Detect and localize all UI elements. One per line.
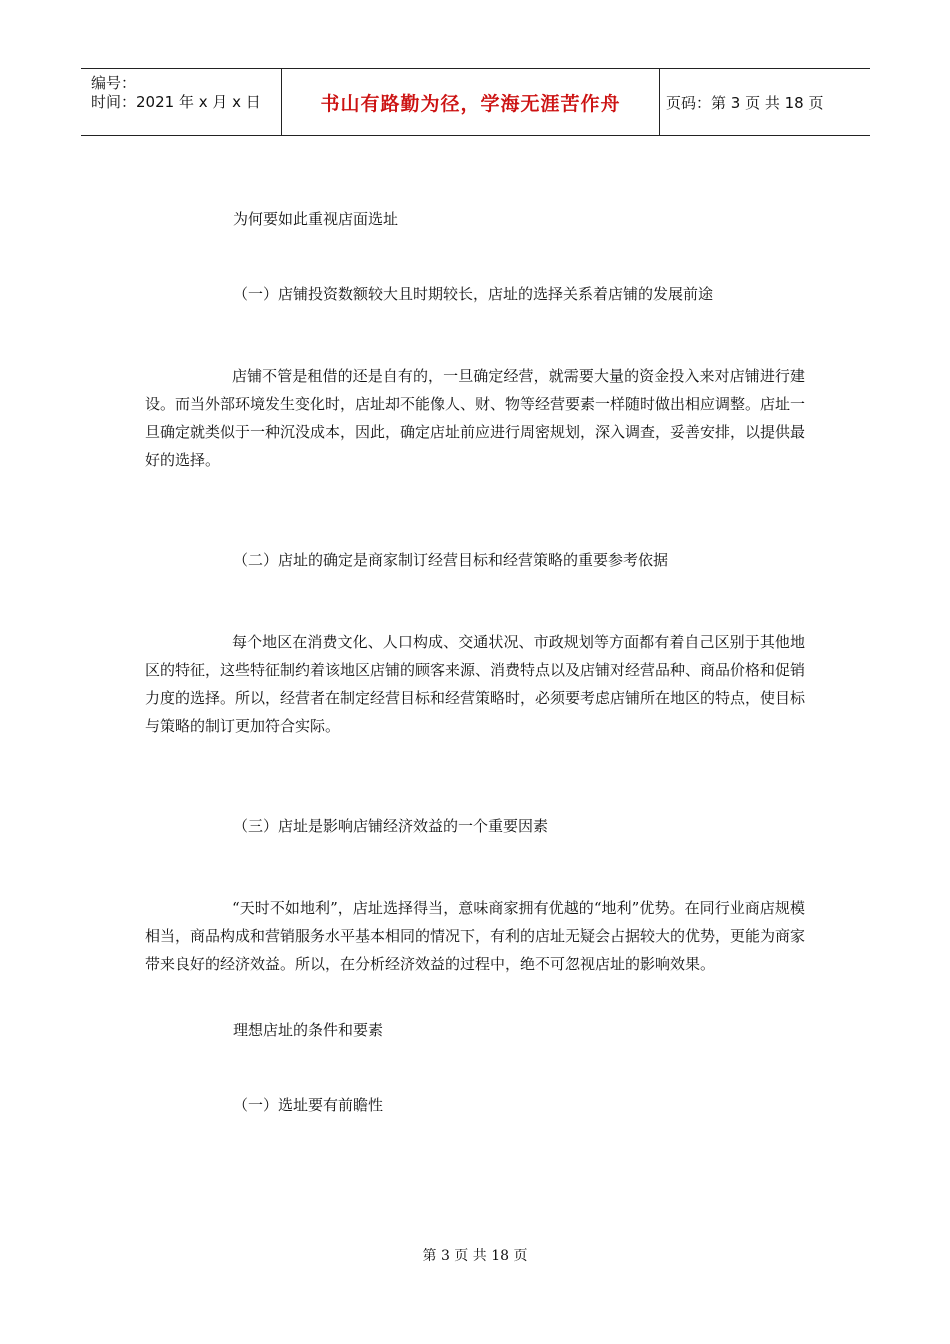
paragraph: 店铺不管是租借的还是自有的，一旦确定经营，就需要大量的资金投入来对店铺进行建设。而当外部环境发生变化时，店址却不能像人、财、物等经营要素一样随时做出相应调整。店址一旦确定就类似于一种沉没成本，因此，确定店址前应进行周密规划，深入调查，妥善安排，以提供最好的选择。: [145, 367, 806, 469]
document-body: [145, 200, 805, 1119]
section-heading: （三）店址是影响店铺经济效益的一个重要因素: [233, 817, 549, 835]
page-footer: 第 3 页 共 18 页: [422, 1248, 528, 1264]
header-page-info: [660, 69, 870, 135]
motto-text: 书山有路勤为径，学海无涯苦作舟: [320, 92, 621, 115]
header-meta: [81, 69, 281, 135]
section-title: 理想店址的条件和要素: [233, 1021, 384, 1039]
section-heading: （二）店址的确定是商家制订经营目标和经营策略的重要参考依据: [233, 551, 669, 569]
section-heading: （一）店铺投资数额较大且时期较长，店址的选择关系着店铺的发展前途: [233, 285, 714, 303]
section-title: 为何要如此重视店面选址: [233, 210, 399, 228]
section-heading: （一）选址要有前瞻性: [233, 1096, 384, 1114]
number-label: 编号：: [91, 74, 137, 92]
paragraph: 每个地区在消费文化、人口构成、交通状况、市政规划等方面都有着自己区别于其他地区的特征，这些特征制约着该地区店铺的顾客来源、消费特点以及店铺对经营品种、商品价格和促销力度的选择。所以，经营者在制定经营目标和经营策略时，必须要考虑店铺所在地区的特点，使目标与策略的制订更加符合实际。: [145, 633, 806, 735]
paragraph: “天时不如地利”，店址选择得当，意味商家拥有优越的“地利”优势。在同行业商店规模相当，商品构成和营销服务水平基本相同的情况下，有利的店址无疑会占据较大的优势，更能为商家带来良好的经济效益。所以，在分析经济效益的过程中，绝不可忽视店址的影响效果。: [145, 899, 806, 973]
document-header: [81, 68, 870, 136]
header-motto-cell: [281, 69, 660, 135]
page-info-text: 页码：第 3 页 共 18 页: [666, 93, 824, 112]
time-label: 时间：2021 年 x 月 x 日: [91, 93, 261, 111]
